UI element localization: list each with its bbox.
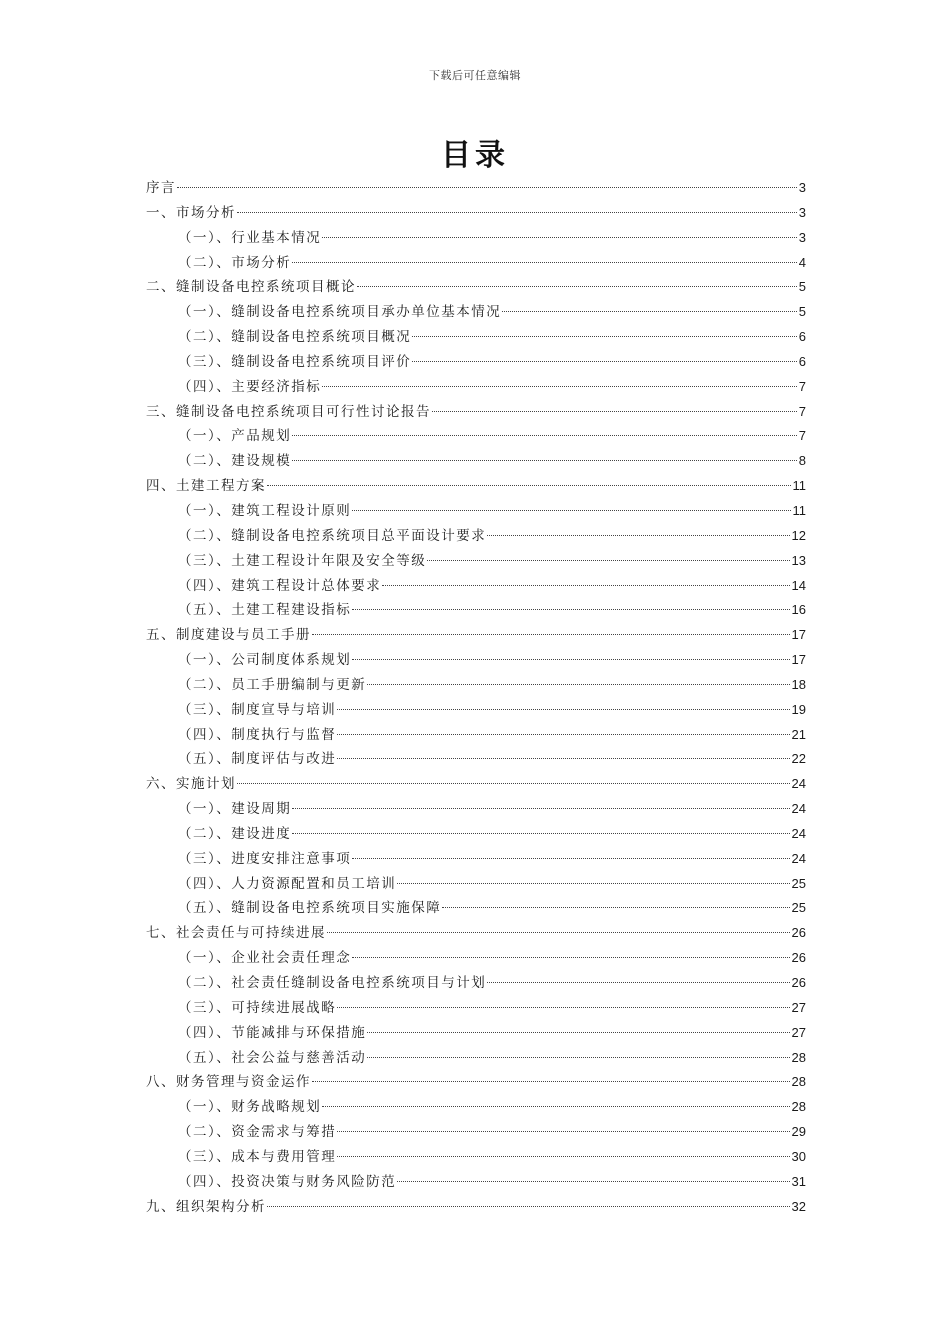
toc-entry-page-number: 28: [791, 1074, 806, 1090]
toc-entry[interactable]: [146, 1021, 806, 1046]
toc-entry-page-number: 24: [791, 825, 806, 841]
toc-entry-page-number: 12: [791, 527, 806, 543]
toc-entry[interactable]: [146, 1095, 806, 1120]
toc-entry[interactable]: [146, 350, 806, 375]
toc-entry[interactable]: [146, 275, 806, 300]
toc-entry-page-number: 5: [798, 279, 806, 295]
toc-entry[interactable]: [146, 723, 806, 748]
toc-entry[interactable]: [146, 896, 806, 921]
dot-leader: [367, 684, 789, 685]
toc-entry[interactable]: [146, 996, 806, 1021]
dot-leader: [352, 609, 789, 610]
toc-entry-title: （一）、企业社会责任理念: [178, 950, 352, 967]
dot-leader: [352, 659, 789, 660]
toc-entry[interactable]: [146, 1120, 806, 1145]
dot-leader: [357, 286, 797, 287]
toc-entry-page-number: 24: [791, 776, 806, 792]
dot-leader: [397, 883, 789, 884]
toc-entry-title: 二、缝制设备电控系统项目概论: [146, 279, 356, 296]
dot-leader: [292, 808, 789, 809]
dot-leader: [312, 634, 790, 635]
toc-entry-page-number: 28: [791, 1099, 806, 1115]
toc-entry-page-number: 7: [798, 378, 806, 394]
dot-leader: [367, 1057, 789, 1058]
toc-entry[interactable]: [146, 747, 806, 772]
toc-entry[interactable]: [146, 449, 806, 474]
dot-leader: [352, 957, 789, 958]
dot-leader: [337, 1156, 789, 1157]
toc-entry[interactable]: [146, 524, 806, 549]
toc-entry-title: （五）、社会公益与慈善活动: [178, 1049, 367, 1066]
dot-leader: [487, 535, 789, 536]
toc-entry-title: （四）、建筑工程设计总体要求: [178, 577, 382, 594]
toc-entry[interactable]: [146, 946, 806, 971]
toc-entry[interactable]: [146, 921, 806, 946]
toc-entry[interactable]: [146, 325, 806, 350]
toc-entry-title: （四）、投资决策与财务风险防范: [178, 1173, 397, 1190]
toc-entry-title: （三）、缝制设备电控系统项目评价: [178, 353, 412, 370]
toc-entry[interactable]: [146, 499, 806, 524]
toc-entry-page-number: 26: [791, 950, 806, 966]
toc-entry[interactable]: [146, 574, 806, 599]
toc-entry-page-number: 11: [792, 502, 806, 518]
toc-entry[interactable]: [146, 549, 806, 574]
toc-entry[interactable]: [146, 400, 806, 425]
dot-leader: [502, 311, 797, 312]
toc-entry-title: （二）、资金需求与筹措: [178, 1124, 337, 1141]
dot-leader: [382, 585, 789, 586]
toc-entry[interactable]: [146, 1170, 806, 1195]
toc-entry-page-number: 19: [791, 701, 806, 717]
toc-entry-title: （三）、土建工程设计年限及安全等级: [178, 552, 427, 569]
toc-entry-page-number: 6: [798, 353, 806, 369]
toc-entry-page-number: 18: [791, 676, 806, 692]
toc-entry-page-number: 17: [791, 627, 806, 643]
toc-entry[interactable]: [146, 1046, 806, 1071]
dot-leader: [337, 1131, 789, 1132]
toc-entry-page-number: 27: [791, 999, 806, 1015]
toc-entry-title: （一）、公司制度体系规划: [178, 652, 352, 669]
dot-leader: [337, 758, 789, 759]
toc-entry-page-number: 7: [798, 403, 806, 419]
toc-entry[interactable]: [146, 797, 806, 822]
toc-entry-title: （二）、员工手册编制与更新: [178, 676, 367, 693]
toc-entry-page-number: 25: [791, 900, 806, 916]
dot-leader: [337, 709, 789, 710]
toc-entry[interactable]: [146, 226, 806, 251]
dot-leader: [177, 187, 797, 188]
toc-entry[interactable]: [146, 648, 806, 673]
dot-leader: [432, 411, 797, 412]
toc-entry-page-number: 5: [798, 304, 806, 320]
toc-entry-title: （二）、市场分析: [178, 254, 292, 271]
toc-entry-title: （二）、建设进度: [178, 825, 292, 842]
toc-entry-page-number: 14: [791, 577, 806, 593]
toc-entry-title: 九、组织架构分析: [146, 1198, 266, 1215]
toc-entry-title: 七、社会责任与可持续进展: [146, 925, 326, 942]
toc-entry-page-number: 3: [798, 229, 806, 245]
toc-entry-title: （二）、缝制设备电控系统项目总平面设计要求: [178, 527, 487, 544]
dot-leader: [352, 510, 790, 511]
toc-entry-page-number: 31: [791, 1173, 806, 1189]
toc-entry-title: （二）、社会责任缝制设备电控系统项目与计划: [178, 975, 487, 991]
toc-entry-title: （五）、缝制设备电控系统项目实施保障: [178, 900, 442, 917]
toc-entry-page-number: 3: [798, 204, 806, 220]
dot-leader: [367, 1032, 789, 1033]
toc-entry[interactable]: [146, 698, 806, 723]
toc-entry-page-number: 27: [791, 1024, 806, 1040]
dot-leader: [322, 1106, 789, 1107]
dot-leader: [327, 932, 790, 933]
toc-entry-page-number: 32: [791, 1198, 806, 1214]
dot-leader: [237, 783, 790, 784]
toc-entry-page-number: 16: [791, 602, 806, 618]
toc-entry[interactable]: [146, 598, 806, 623]
toc-entry[interactable]: [146, 822, 806, 847]
toc-entry[interactable]: [146, 424, 806, 449]
toc-entry-page-number: 3: [798, 180, 806, 195]
dot-leader: [322, 386, 797, 387]
toc-entry-page-number: 17: [791, 652, 806, 668]
toc-entry[interactable]: [146, 847, 806, 872]
dot-leader: [352, 858, 789, 859]
toc-entry-page-number: 28: [791, 1049, 806, 1065]
dot-leader: [267, 485, 791, 486]
toc-entry-page-number: 11: [792, 478, 806, 494]
toc-entry-page-number: 29: [791, 1124, 806, 1140]
toc-entry-page-number: 24: [791, 850, 806, 866]
toc-entry-page-number: 4: [798, 254, 806, 270]
toc-entry-page-number: 8: [798, 453, 806, 469]
toc-entry[interactable]: [146, 251, 806, 276]
toc-entry-title: 八、财务管理与资金运作: [146, 1074, 311, 1091]
toc-entry[interactable]: [146, 1145, 806, 1170]
toc-entry[interactable]: [146, 1070, 806, 1095]
dot-leader: [397, 1181, 789, 1182]
toc-entry-page-number: 6: [798, 329, 806, 345]
toc-entry-title: 六、实施计划: [146, 776, 236, 793]
toc-entry[interactable]: [146, 1195, 806, 1220]
toc-entry-title: 四、土建工程方案: [146, 478, 266, 495]
toc-entry-title: （四）、节能减排与环保措施: [178, 1024, 367, 1041]
dot-leader: [337, 1007, 789, 1008]
toc-entry[interactable]: [146, 300, 806, 325]
toc-entry-page-number: 25: [791, 875, 806, 891]
dot-leader: [487, 982, 789, 983]
dot-leader: [442, 907, 789, 908]
dot-leader: [292, 833, 789, 834]
toc-entry-title: （三）、制度宣导与培训: [178, 701, 337, 718]
toc-entry[interactable]: [146, 872, 806, 897]
toc-entry-title: （四）、主要经济指标: [178, 378, 322, 395]
toc-entry-page-number: 30: [791, 1148, 806, 1164]
toc-entry-page-number: 24: [791, 801, 806, 817]
toc-entry-title: （三）、进度安排注意事项: [178, 850, 352, 867]
toc-entry-title: （五）、制度评估与改进: [178, 751, 337, 768]
toc-entry-title: 序言: [146, 180, 176, 196]
dot-leader: [427, 560, 789, 561]
toc-entry-title: （三）、可持续进展战略: [178, 999, 337, 1016]
toc-entry-page-number: 7: [798, 428, 806, 444]
toc-entry-page-number: 22: [791, 751, 806, 767]
dot-leader: [267, 1206, 790, 1207]
toc-entry[interactable]: [146, 673, 806, 698]
toc-entry-title: （四）、制度执行与监督: [178, 726, 337, 743]
toc-entry-title: （四）、人力资源配置和员工培训: [178, 875, 397, 892]
dot-leader: [312, 1081, 790, 1082]
toc-entry-title: （一）、建设周期: [178, 801, 292, 818]
toc-entry-title: 三、缝制设备电控系统项目可行性讨论报告: [146, 403, 431, 420]
toc-entry[interactable]: [146, 772, 806, 797]
toc-entry-title: （三）、成本与费用管理: [178, 1148, 337, 1165]
toc-entry-title: （一）、产品规划: [178, 428, 292, 445]
dot-leader: [292, 435, 797, 436]
header-note: 下载后可任意编辑: [429, 69, 521, 82]
table-of-contents: [146, 176, 806, 1219]
toc-entry-title: （二）、缝制设备电控系统项目概况: [178, 329, 412, 346]
dot-leader: [292, 460, 797, 461]
toc-title: 目录: [441, 138, 509, 173]
dot-leader: [412, 361, 797, 362]
toc-entry-page-number: 26: [791, 975, 806, 990]
dot-leader: [322, 237, 797, 238]
dot-leader: [337, 734, 789, 735]
toc-entry-title: （一）、建筑工程设计原则: [178, 502, 352, 519]
toc-entry-title: 五、制度建设与员工手册: [146, 627, 311, 644]
toc-entry[interactable]: [146, 201, 806, 226]
dot-leader: [412, 336, 797, 337]
toc-entry-title: （二）、建设规模: [178, 453, 292, 470]
toc-entry[interactable]: [146, 971, 806, 996]
toc-entry-title: 一、市场分析: [146, 204, 236, 221]
toc-entry-title: （五）、土建工程建设指标: [178, 602, 352, 619]
toc-entry[interactable]: [146, 176, 806, 201]
toc-entry-page-number: 13: [791, 552, 806, 568]
dot-leader: [292, 262, 797, 263]
toc-entry[interactable]: [146, 623, 806, 648]
toc-entry-page-number: 26: [791, 925, 806, 941]
toc-entry[interactable]: [146, 375, 806, 400]
toc-entry-title: （一）、财务战略规划: [178, 1099, 322, 1116]
toc-entry-title: （一）、缝制设备电控系统项目承办单位基本情况: [178, 304, 502, 321]
toc-entry-title: （一）、行业基本情况: [178, 229, 322, 246]
dot-leader: [237, 212, 797, 213]
toc-entry-page-number: 21: [791, 726, 806, 742]
toc-entry[interactable]: [146, 474, 806, 499]
